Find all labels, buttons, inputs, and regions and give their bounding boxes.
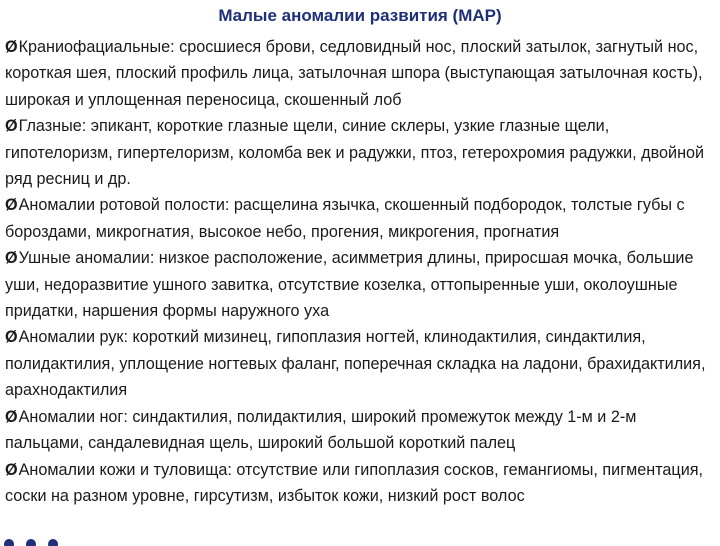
arrow-bullet-icon: Ø (5, 38, 18, 56)
arrow-bullet-icon: Ø (5, 460, 18, 479)
list-item-text: Глазные: эпикант, короткие глазные щели, синие склеры, узкие глазные щели, гипотелоризм, гипертелоризм, коломба век и радужки, птоз, гетерохромия радужки, двойной ряд ресниц и др. (5, 117, 705, 189)
list-item-legs (5, 404, 717, 457)
list-item-eyes (5, 113, 717, 192)
list-item-text: Краниофациальные: сросшиеся брови, седловидный нос, плоский затылок, загнутый нос, короткая шея, плоский профиль лица, затылочная шпора (выступающая затылочная кость), широкая и уплощенная переносица, скошенный лоб (5, 38, 703, 109)
list-item-craniofacial (5, 34, 717, 113)
cutoff-dot-icon (48, 539, 58, 546)
list-item-text: Аномалии ног: синдактилия, полидактилия, широкий промежуток между 1-м и 2-м пальцами, сандалевидная щель, широкий большой короткий палец (5, 407, 637, 453)
list-item-text: Ушные аномалии: низкое расположение, асимметрия длины, приросшая мочка, большие уши, недоразвитие ушного завитка, отсутствие козелка, оттопыренные уши, околоушные придатки, наршения формы наружного уха (5, 249, 694, 321)
list-item-hands (5, 324, 717, 403)
arrow-bullet-icon: Ø (5, 249, 18, 268)
list-item-text: Аномалии кожи и туловища: отсутствие или гипоплазия сосков, гемангиомы, пигментация, соски на разном уровне, гирсутизм, избыток кожи, низкий рост волос (5, 460, 704, 505)
page-title: Малые аномалии развития (МАР) (218, 6, 502, 25)
arrow-bullet-icon: Ø (5, 328, 18, 347)
cutoff-dot-icon (4, 539, 14, 546)
list-item-text: Аномалии ротовой полости: расщелина язычка, скошенный подбородок, толстые губы с бороздами, микрогнатия, высокое небо, прогения, микрогения, прогнатия (5, 196, 685, 241)
arrow-bullet-icon: Ø (5, 117, 18, 136)
anomaly-list (5, 34, 717, 509)
list-item-skin (5, 457, 717, 510)
list-item-ears (5, 245, 717, 324)
list-item-text: Аномалии рук: короткий мизинец, гипоплазия ногтей, клинодактилия, синдактилия, полидактилия, уплощение ногтевых фаланг, поперечная складка на ладони, брахидактилия, арахнодактилия (5, 328, 706, 400)
arrow-bullet-icon: Ø (5, 407, 18, 426)
cutoff-dot-icon (26, 539, 36, 546)
cutoff-decoration (4, 536, 94, 546)
list-item-mouth (5, 192, 717, 245)
arrow-bullet-icon: Ø (5, 196, 18, 215)
